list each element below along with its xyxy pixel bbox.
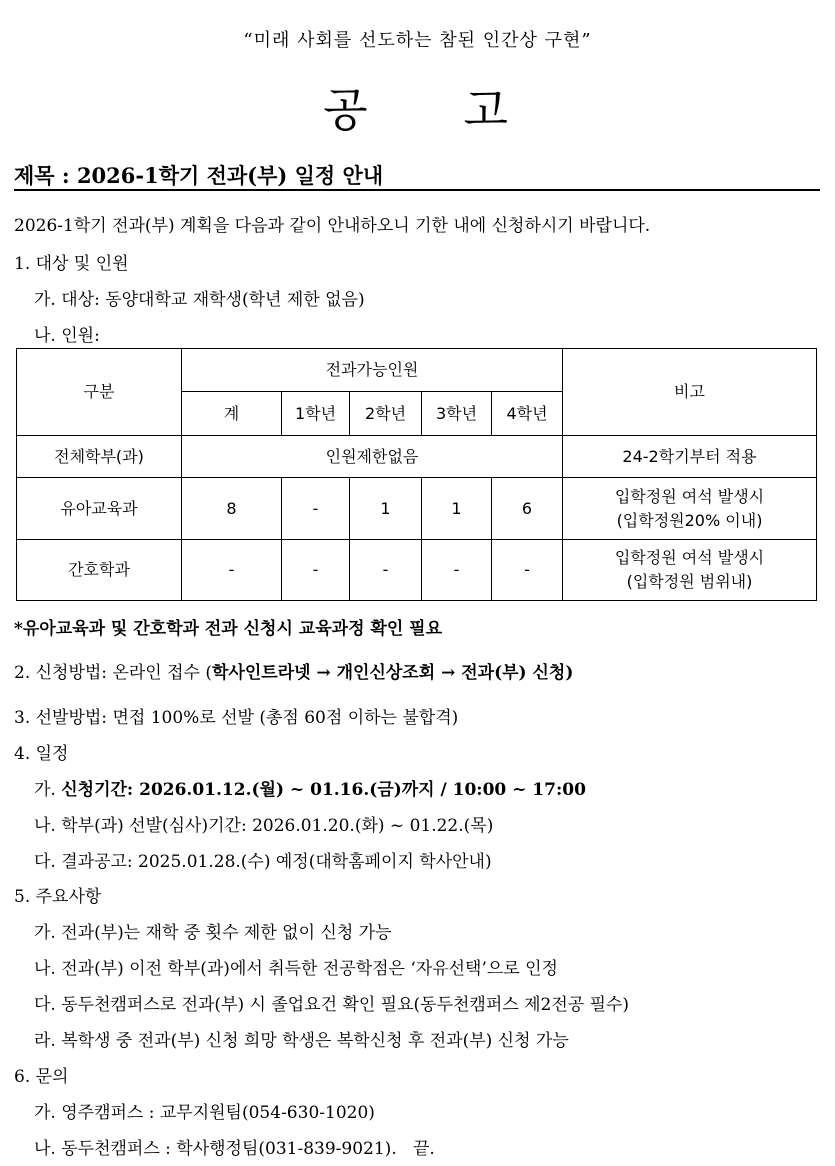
row-year3: - bbox=[422, 540, 492, 601]
row-year4: 6 bbox=[492, 478, 563, 540]
section4-review: 나. 학부(과) 선발(심사)기간: 2026.01.20.(화) ~ 01.22.(목) bbox=[34, 816, 494, 836]
section5-item-b: 나. 전과(부) 이전 학부(과)에서 취득한 전공학점은 ‘자유선택’으로 인정 bbox=[34, 959, 558, 979]
row-note-line2: (입학정원20% 이내) bbox=[616, 510, 763, 530]
section5-item-d: 라. 복학생 중 전과(부) 신청 희망 학생은 복학신청 후 전과(부) 신청 가능 bbox=[34, 1031, 569, 1051]
contact-dongducheon bbox=[34, 1134, 435, 1159]
title-char-2: 고 bbox=[463, 83, 512, 137]
subject-line: 제목 : 2026-1학기 전과(부) 일정 안내 bbox=[14, 163, 384, 188]
header-group: 전과가능인원 bbox=[182, 349, 563, 392]
row-total: - bbox=[182, 540, 282, 601]
header-category: 구분 bbox=[17, 349, 182, 436]
section4-result: 다. 결과공고: 2025.01.28.(수) 예정(대학홈페이지 학사안내) bbox=[34, 852, 492, 872]
section5-item-c: 다. 동두천캠퍼스로 전과(부) 시 졸업요건 확인 필요(동두천캠퍼스 제2전공 필수) bbox=[34, 995, 630, 1015]
title-char-1: 공 bbox=[323, 83, 372, 137]
table-row bbox=[17, 478, 817, 540]
header-note: 비고 bbox=[563, 349, 817, 436]
table-row bbox=[17, 540, 817, 601]
header-year2: 2학년 bbox=[350, 392, 422, 436]
section4-title: 4. 일정 bbox=[14, 744, 69, 764]
row-note-line2: (입학정원 범위내) bbox=[626, 572, 753, 591]
intro-text: 2026-1학기 전과(부) 계획을 다음과 같이 안내하오니 기한 내에 신청하시기 바랍니다. bbox=[14, 216, 651, 236]
row-year1: - bbox=[282, 540, 350, 601]
section2-path: 학사인트라넷 → 개인신상조회 → 전과(부) 신청) bbox=[212, 663, 574, 683]
section4-period-text: 신청기간: 2026.01.12.(월) ~ 01.16.(금)까지 / 10:00 ~ 17:00 bbox=[61, 780, 586, 800]
row-note: 24-2학기부터 적용 bbox=[563, 436, 817, 478]
row-note-line1: 입학정원 여석 발생시 bbox=[614, 486, 765, 506]
section2-prefix: 2. 신청방법: 온라인 접수 ( bbox=[14, 663, 212, 683]
section5-item-a: 가. 전과(부)는 재학 중 횟수 제한 없이 신청 가능 bbox=[34, 923, 392, 943]
header-total: 계 bbox=[182, 392, 282, 436]
header-year4: 4학년 bbox=[492, 392, 563, 436]
quota-table bbox=[16, 348, 817, 601]
row-note-line1: 입학정원 여석 발생시 bbox=[614, 548, 765, 567]
section3-selection: 3. 선발방법: 면접 100%로 선발 (총점 60점 이하는 불합격) bbox=[14, 708, 459, 728]
header-year1: 1학년 bbox=[282, 392, 350, 436]
contact-dongducheon-text: 나. 동두천캠퍼스 : 학사행정팀(031-839-9021). bbox=[34, 1139, 397, 1159]
section1-target: 가. 대상: 동양대학교 재학생(학년 제한 없음) bbox=[34, 290, 365, 310]
header-year3: 3학년 bbox=[422, 392, 492, 436]
section4-period-prefix: 가. bbox=[34, 780, 62, 800]
page-title bbox=[0, 74, 835, 140]
row-year2: - bbox=[350, 540, 422, 601]
end-mark: 끝. bbox=[412, 1139, 435, 1159]
row-note bbox=[563, 540, 817, 601]
section4-period bbox=[34, 775, 586, 800]
row-year3: 1 bbox=[422, 478, 492, 540]
row-merged: 인원제한없음 bbox=[182, 436, 563, 478]
row-year2: 1 bbox=[350, 478, 422, 540]
section5-title: 5. 주요사항 bbox=[14, 887, 102, 907]
contact-yeongju: 가. 영주캠퍼스 : 교무지원팀(054-630-1020) bbox=[34, 1103, 375, 1123]
row-name: 유아교육과 bbox=[17, 478, 182, 540]
table-note: *유아교육과 및 간호학과 전과 신청시 교육과정 확인 필요 bbox=[14, 619, 443, 639]
section1-quota: 나. 인원: bbox=[34, 326, 100, 346]
row-total: 8 bbox=[182, 478, 282, 540]
section1-title: 1. 대상 및 인원 bbox=[14, 254, 129, 274]
row-year1: - bbox=[282, 478, 350, 540]
section2-method bbox=[14, 658, 573, 683]
motto: “미래 사회를 선도하는 참된 인간상 구현” bbox=[243, 30, 592, 51]
row-year4: - bbox=[492, 540, 563, 601]
section6-title: 6. 문의 bbox=[14, 1067, 69, 1087]
row-note bbox=[563, 478, 817, 540]
row-name: 전체학부(과) bbox=[17, 436, 182, 478]
row-name: 간호학과 bbox=[17, 540, 182, 601]
subject-divider bbox=[14, 189, 820, 191]
table-row bbox=[17, 436, 817, 478]
